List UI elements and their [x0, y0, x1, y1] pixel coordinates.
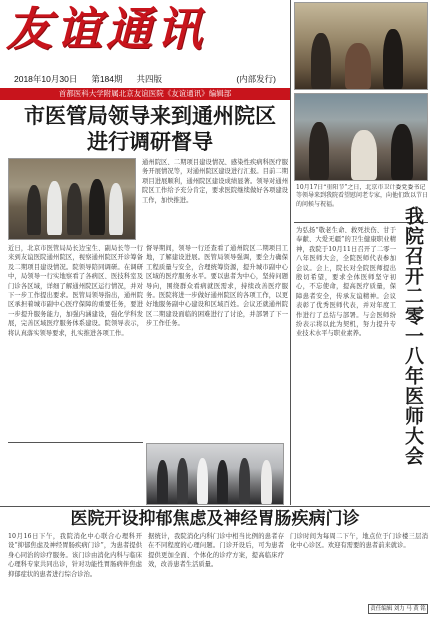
section-divider — [0, 506, 430, 507]
lead-col-mid: 督导期间，领导一行还查看了通州院区二期项目工地，了解建设进展。医管局领导强调，要全力确保工程质量与安全，合理统筹资源，提升城市副中心区域的医疗服务水平。要以患者为中心，坚持问题导向，围绕群众看病就医需求，持续改善医疗服务。医院将进一步做好通州院区的各项工作，以更好地服务副中心建设和区域百姓。会议还就通州院区二期建设面临的困难进行了讨论，并部署了下一步工作任务。 — [146, 245, 288, 328]
issue-date: 2018年10月30日 — [14, 74, 78, 84]
meeting-photo — [294, 93, 428, 181]
bottom-headline: 医院开设抑郁焦虑及神经胃肠疾病门诊 — [70, 509, 360, 529]
lead-headline-line1: 市医管局领导来到通州院区 — [24, 104, 276, 128]
editorial-strip: 首都医科大学附属北京友谊医院《友谊通讯》编辑部 — [0, 88, 290, 100]
column-divider — [290, 0, 291, 505]
publication-type: (内部发行) — [236, 74, 276, 84]
page-count: 共四版 — [136, 74, 163, 84]
visit-photo — [146, 443, 284, 505]
lead-col-left: 近日，北京市医管局局长边宝生、副局长等一行来到友谊医院通州院区，视察通州院区开诊筹备及二期项目建设情况。院领导陪同调研。在调研中，局领导一行实地察看了各病区、医技科室及门诊各区域，详细了解通州院区运行情况，并对下一步工作提出要求。医管局领导指出，通州院区承担着城市副中心医疗保障的重要任务，要进一步提升服务能力，加强内涵建设，强化学科发展，完善区域医疗服务体系建设。院领导表示，将认真落实领导要求，扎实推进各项工作。 — [8, 245, 143, 337]
issue-number: 第184期 — [91, 74, 123, 84]
lead-photo — [8, 158, 136, 240]
masthead — [0, 0, 290, 86]
bottom-col-2: 据统计，我院消化内科门诊中相当比例的患者存在不同程度的心理问题。门诊开设后，可为患者提供更加全面、个体化的诊疗方案，提高临床疗效，改善患者生活质量。 — [148, 533, 284, 569]
right-col-text: 为弘扬“敬老生命、救死扶伤、甘于奉献、大爱无疆”的卫生健康职业精神，我院于10月11日召开了二零一八年医师大会，全院医师代表参加会议。会上，院长对全院医师提出殷切希望，要求全体医师坚守初心，不忘使命，提高医疗质量，保障患者安全，传承友谊精神。会议表彰了优秀医师代表，并对年度工作进行了总结与部署。与会医师纷纷表示将以此为契机，努力提升专业技术水平与职业素养。 — [296, 227, 396, 338]
lead-headline — [10, 103, 290, 155]
newspaper-logo: 友谊通讯 — [6, 2, 206, 56]
bottom-col-1: 10月16日下午，我院消化中心联合心理科开设“抑郁焦虑及神经胃肠疾病门诊”，为患者提供身心同治的诊疗服务。该门诊由消化内科与临床心理科专家共同出诊，针对功能性胃肠病伴焦虑抑郁症状的患者进行综合诊治。 — [8, 533, 142, 578]
elderly-visit-photo — [294, 2, 428, 90]
issue-bar — [14, 72, 276, 86]
right-photo-caption: 10月17日“重阳节”之日，北京市卫计委党委书记等领导来到我院看望慰问老专家，向他们致以节日的问候与祝福。 — [296, 184, 428, 208]
editor-credit: 责任编辑 刘力 马 黄 铭 — [368, 604, 428, 614]
lead-headline-line2: 进行调研督导 — [87, 130, 213, 154]
vertical-headline: 我院召开二零一八年医师大会 — [402, 206, 424, 466]
divider — [8, 442, 143, 443]
lead-col-top-right: 通州院区、二期项目建设情况、感染性疾病科医疗服务开展情况等，对通州院区建设进行汇报。目前二期项目进展顺利，通州院区建设成绩显著。领导对通州院区工作给予充分肯定，要求医院继续做好各项建设工作，加快推进。 — [142, 159, 288, 204]
bottom-col-3: 门诊时间为每周二下午，地点位于门诊楼三层消化中心诊区。欢迎有需要的患者前来就诊。 — [290, 533, 428, 550]
